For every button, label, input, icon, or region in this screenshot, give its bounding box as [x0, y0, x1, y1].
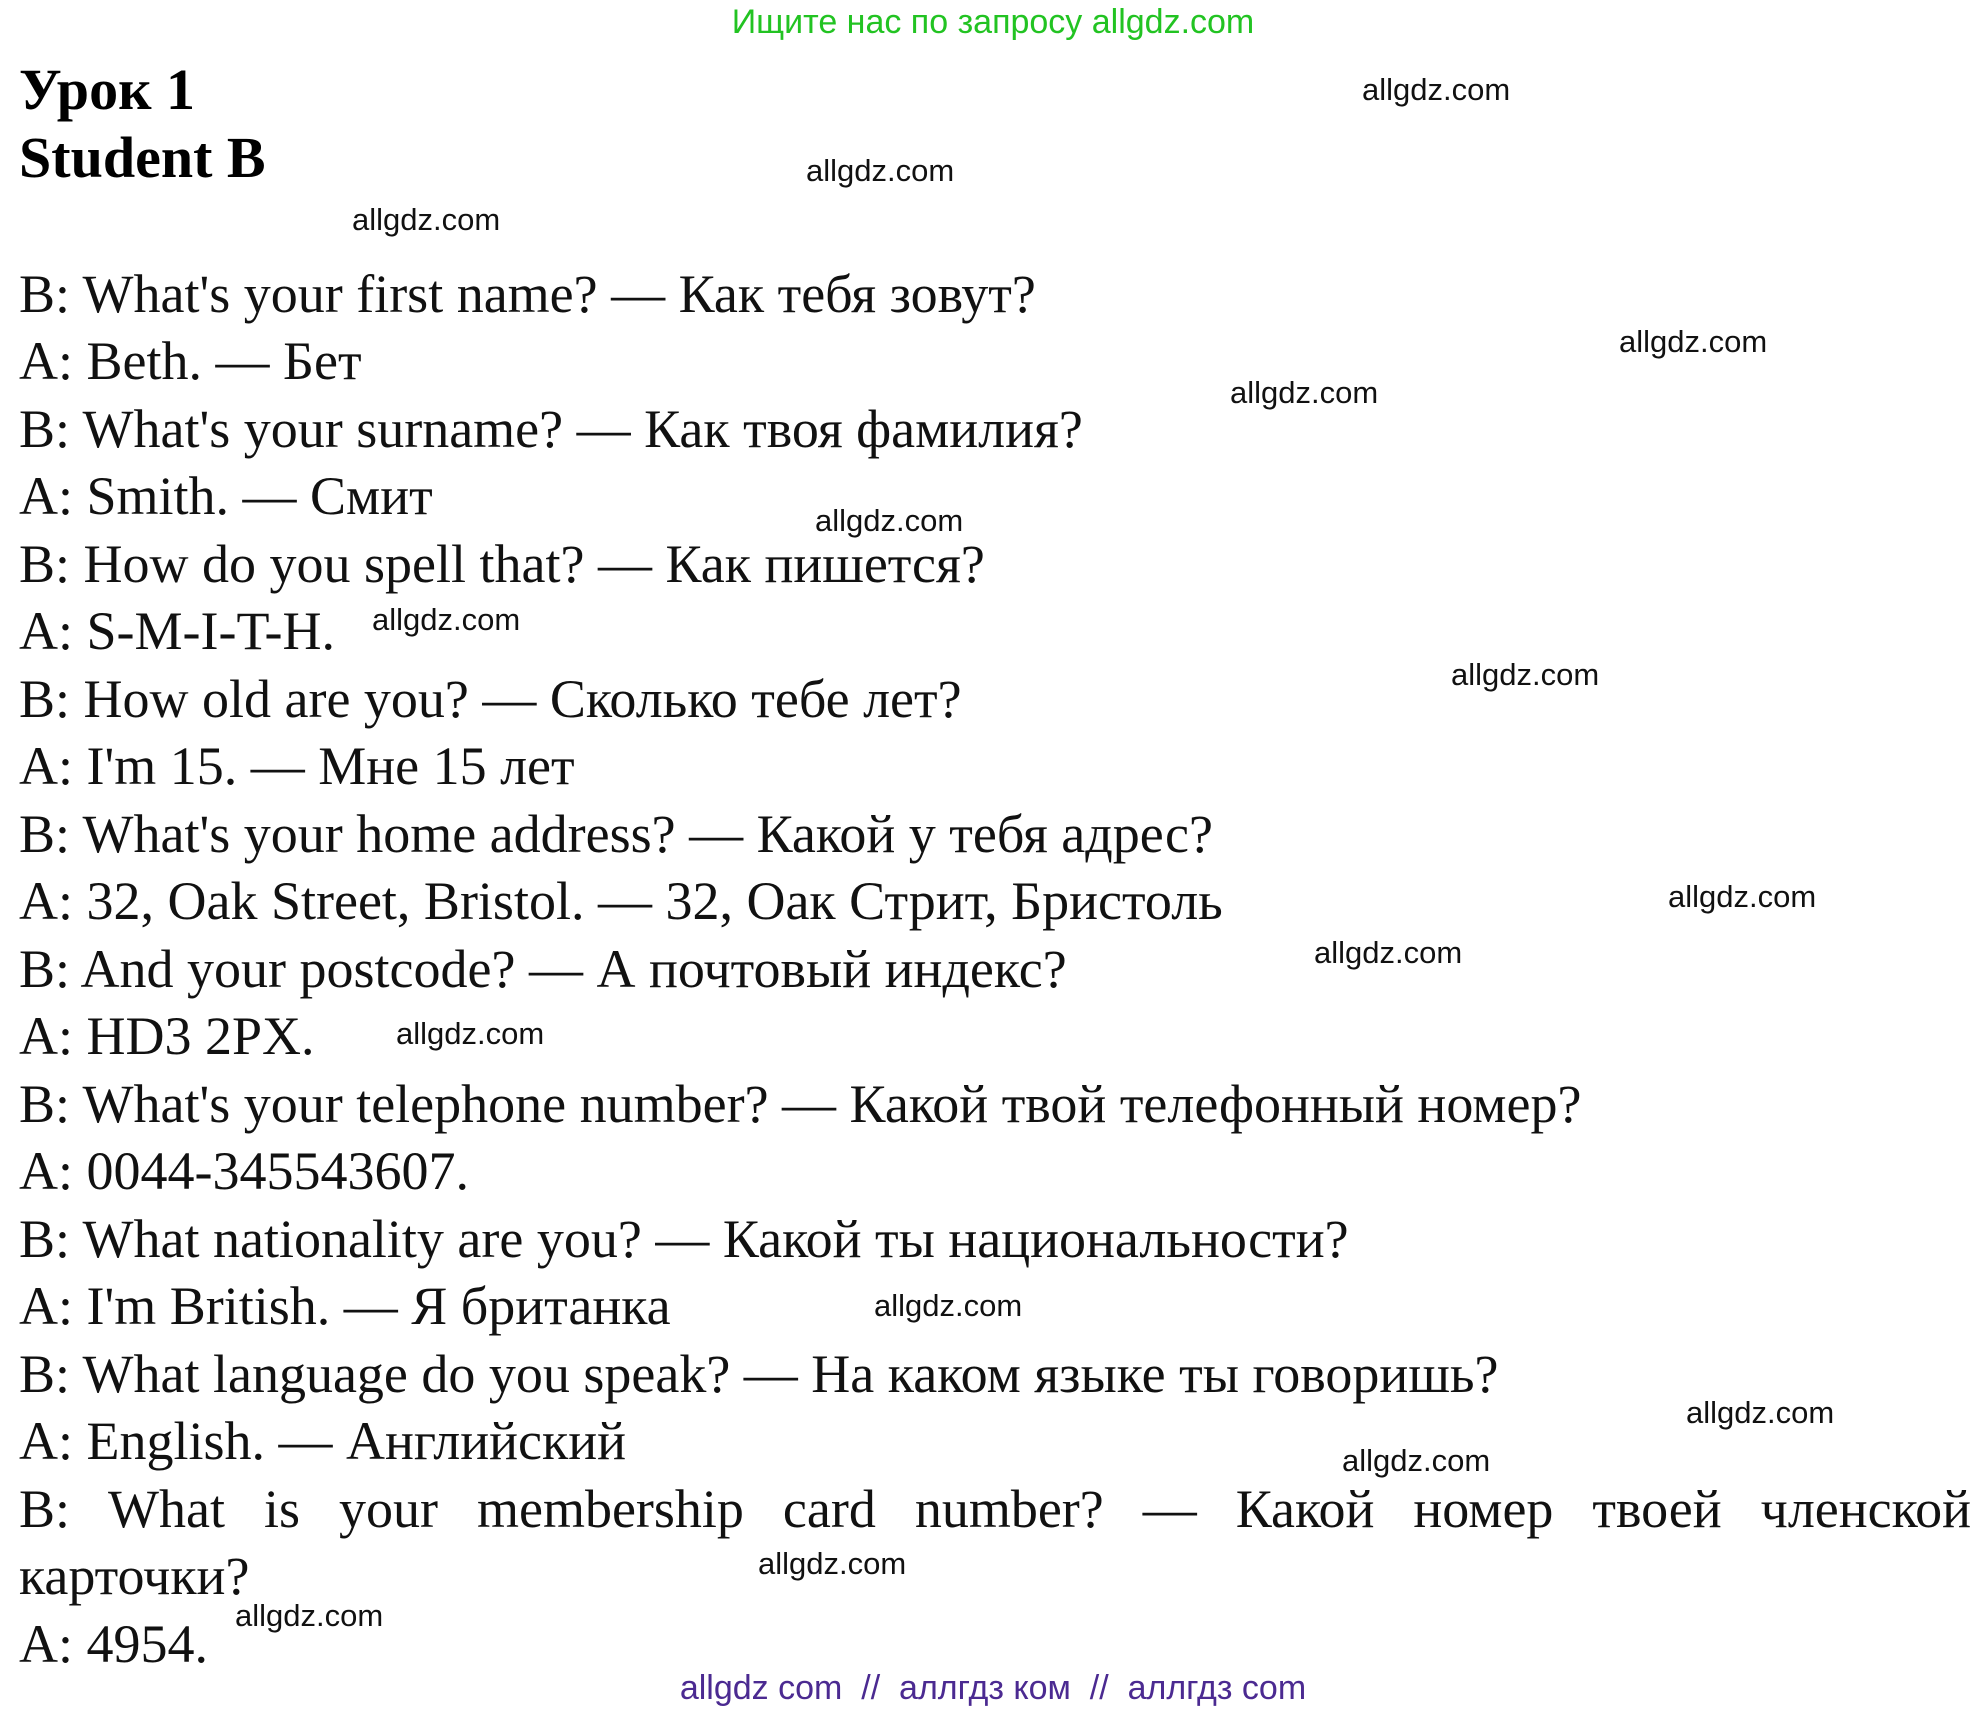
dialogue-line: A: S-M-I-T-H. [19, 601, 335, 661]
watermark: allgdz.com [372, 602, 521, 637]
top-banner[interactable]: Ищите нас по запросу allgdz.com [731, 3, 1255, 41]
bottom-banner[interactable]: allgdz com // аллгдз ком // аллгдз com [679, 1669, 1307, 1707]
watermark: allgdz.com [806, 153, 955, 188]
dialogue-line: B: What language do you speak? — На каком языке ты говоришь? [19, 1344, 1499, 1404]
dialogue-line: B: How do you spell that? — Как пишется? [19, 534, 985, 594]
watermark: allgdz.com [1314, 935, 1463, 970]
dialogue-line: A: English. — Английский [19, 1411, 627, 1471]
dialogue-line: A: 0044-345543607. [19, 1141, 469, 1201]
dialogue-line: A: HD3 2PX. [19, 1006, 315, 1066]
dialogue-line: B: And your postcode? — А почтовый индекс? [19, 939, 1067, 999]
watermark: allgdz.com [235, 1598, 384, 1633]
lesson-title: Урок 1 [19, 57, 195, 122]
dialogue-line: B: What nationality are you? — Какой ты национальности? [19, 1209, 1349, 1269]
watermark: allgdz.com [874, 1288, 1023, 1323]
dialogue-line: B: What is your membership card number? — Какой номер твоей членской [19, 1479, 1971, 1539]
dialogue-line: A: 4954. [19, 1614, 208, 1674]
dialogue-line: карточки? [19, 1546, 250, 1606]
dialogue-line: A: Smith. — Смит [19, 466, 433, 526]
watermark: allgdz.com [1668, 879, 1817, 914]
watermark: allgdz.com [352, 202, 501, 237]
dialogue-line: A: I'm 15. — Мне 15 лет [19, 736, 575, 796]
dialogue-line: B: What's your home address? — Какой у тебя адрес? [19, 804, 1213, 864]
watermark: allgdz.com [815, 503, 964, 538]
dialogue-line: A: I'm British. — Я британка [19, 1276, 671, 1336]
dialogue-line: A: 32, Oak Street, Bristol. — 32, Оак Стрит, Бристоль [19, 871, 1223, 931]
dialogue-line: B: What's your first name? — Как тебя зовут? [19, 264, 1036, 324]
lesson-subtitle: Student B [19, 125, 266, 190]
watermark: allgdz.com [1342, 1443, 1491, 1478]
watermark: allgdz.com [758, 1546, 907, 1581]
watermark: allgdz.com [1619, 324, 1768, 359]
watermark: allgdz.com [1686, 1395, 1835, 1430]
dialogue-line: B: What's your telephone number? — Какой твой телефонный номер? [19, 1074, 1582, 1134]
dialogue-line: B: How old are you? — Сколько тебе лет? [19, 669, 962, 729]
watermark: allgdz.com [1230, 375, 1379, 410]
watermark: allgdz.com [396, 1016, 545, 1051]
watermark: allgdz.com [1362, 72, 1511, 107]
dialogue-line: B: What's your surname? — Как твоя фамилия? [19, 399, 1083, 459]
dialogue-line: A: Beth. — Бет [19, 331, 362, 391]
watermark: allgdz.com [1451, 657, 1600, 692]
